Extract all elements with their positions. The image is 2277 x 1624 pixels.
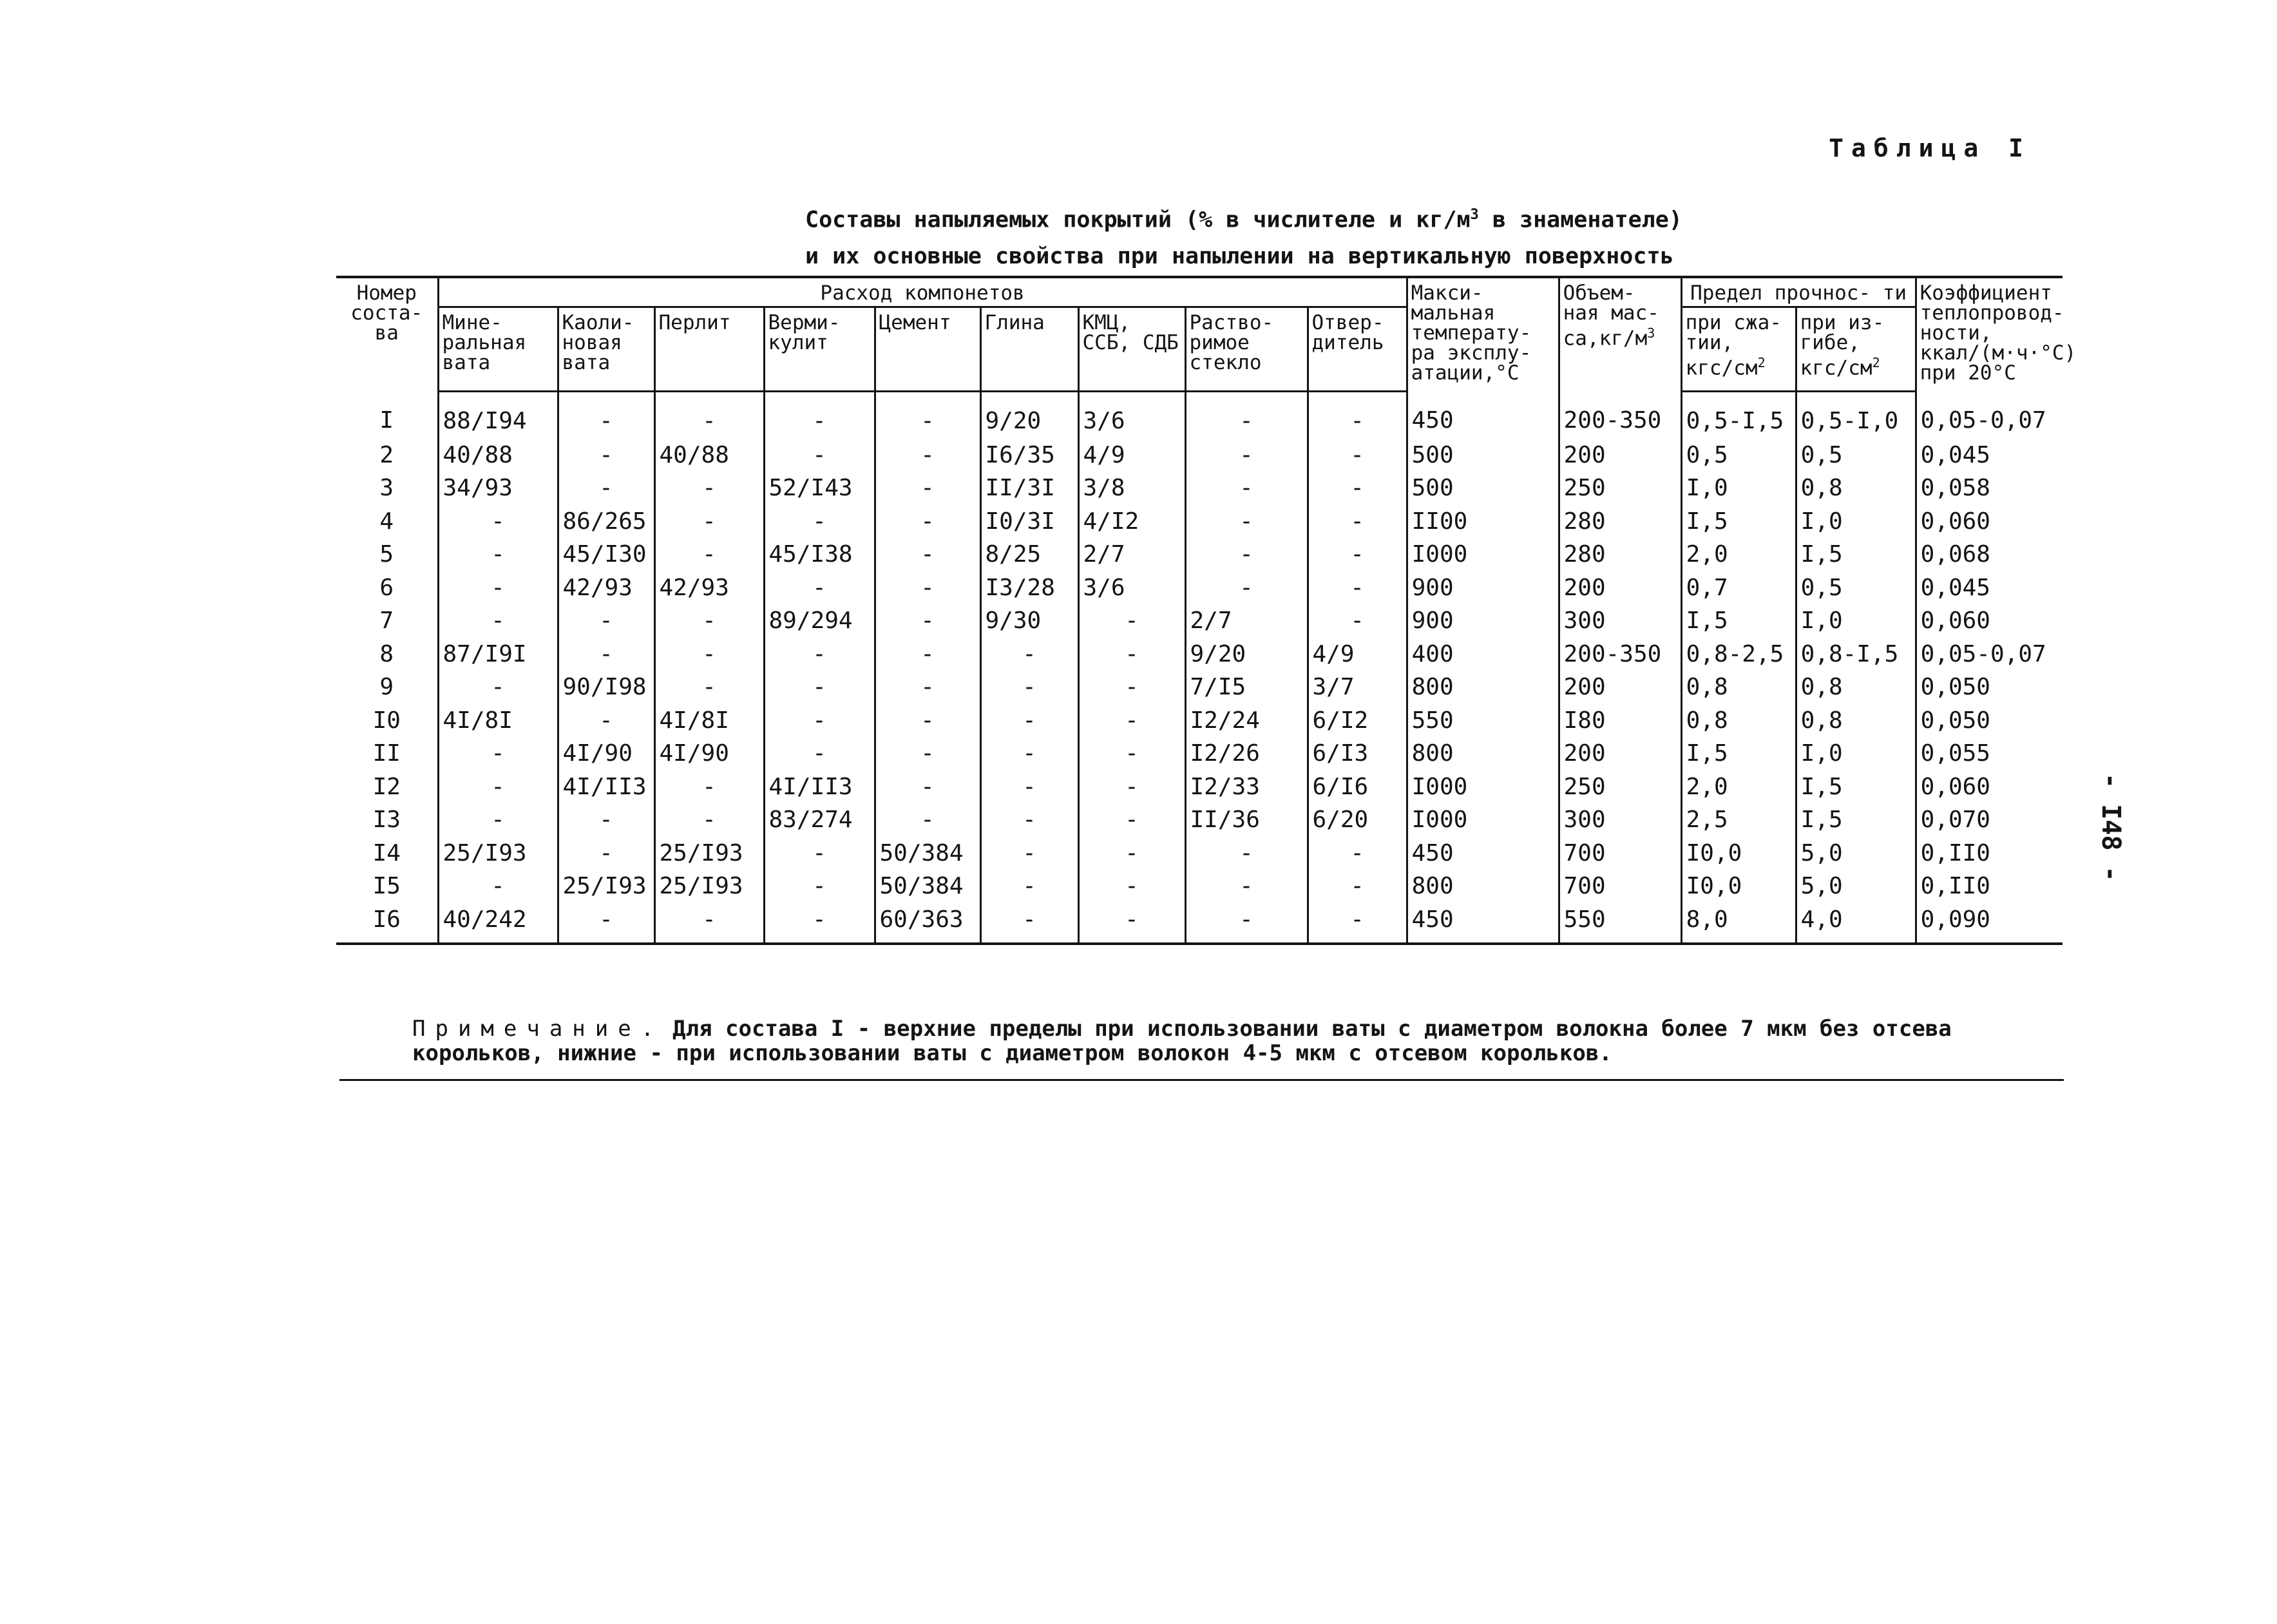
table-cell: - xyxy=(764,903,875,944)
row-number-cell: 2 xyxy=(379,441,394,468)
table-cell: - xyxy=(438,505,558,539)
table-cell: 4I/8I xyxy=(654,704,764,738)
table-cell: - xyxy=(438,671,558,704)
table-row xyxy=(336,837,2063,870)
table-cell: - xyxy=(980,770,1078,804)
row-number-cell: I6 xyxy=(336,903,438,944)
table-cell: 42/93 xyxy=(654,571,764,605)
table-row xyxy=(336,803,2063,837)
table-cell: - xyxy=(1078,903,1185,944)
table-cell: - xyxy=(875,472,980,505)
header-binder: КМЦ, ССБ, СДБ xyxy=(1078,307,1185,391)
table-cell: 25/I93 xyxy=(438,837,558,870)
table-cell: 0,090 xyxy=(1916,903,2063,944)
table-cell: - xyxy=(558,903,654,944)
table-cell: - xyxy=(980,903,1078,944)
table-cell: 800 xyxy=(1407,737,1559,770)
table-cell: 9/30 xyxy=(980,604,1078,638)
table-cell: - xyxy=(764,439,875,472)
header-water-glass: Раство- римое стекло xyxy=(1185,307,1308,391)
table-cell: - xyxy=(1185,903,1308,944)
table-cell: I000 xyxy=(1407,770,1559,804)
table-cell: 0,055 xyxy=(1916,737,2063,770)
table-label: Таблица I xyxy=(1829,134,2031,162)
table-cell: - xyxy=(764,505,875,539)
table-cell: 9/20 xyxy=(1185,638,1308,671)
table-cell: I2/24 xyxy=(1185,704,1308,738)
table-row xyxy=(336,903,2063,944)
table-cell: - xyxy=(875,439,980,472)
table-cell: - xyxy=(875,704,980,738)
table-cell: 87/I9I xyxy=(438,638,558,671)
table-cell: - xyxy=(1078,737,1185,770)
table-cell: - xyxy=(1185,538,1308,571)
row-number-cell: I5 xyxy=(372,873,401,900)
table-cell: 0,8 xyxy=(1681,704,1796,738)
header-max-temperature: Макси- мальная температу- ра эксплу- атации,°С xyxy=(1407,277,1559,391)
table-cell: - xyxy=(558,638,654,671)
table-cell: 45/I30 xyxy=(558,538,654,571)
table-cell: - xyxy=(875,638,980,671)
table-cell: 0,8 xyxy=(1681,671,1796,704)
table-cell: I,0 xyxy=(1796,604,1916,638)
table-cell: 500 xyxy=(1407,472,1559,505)
table-cell: - xyxy=(875,671,980,704)
header-hardener: Отвер- дитель xyxy=(1308,307,1407,391)
table-cell: 2,0 xyxy=(1681,770,1796,804)
table-cell: 88/I94 xyxy=(438,391,558,439)
table-cell: - xyxy=(558,837,654,870)
table-cell: - xyxy=(1185,505,1308,539)
table-cell: - xyxy=(1308,391,1407,439)
header-vermiculite: Верми- кулит xyxy=(764,307,875,391)
table-cell: - xyxy=(558,472,654,505)
table-cell: - xyxy=(764,837,875,870)
table-cell: 300 xyxy=(1559,803,1681,837)
table-cell: 0,068 xyxy=(1916,538,2063,571)
table-cell: 34/93 xyxy=(438,472,558,505)
table-cell: 4I/II3 xyxy=(558,770,654,804)
table-cell: II/36 xyxy=(1185,803,1308,837)
table-cell: 200 xyxy=(1559,439,1681,472)
table-cell: 9/20 xyxy=(980,391,1078,439)
table-cell: 0,II0 xyxy=(1916,837,2063,870)
table-cell: - xyxy=(764,870,875,903)
table-cell: I,5 xyxy=(1681,737,1796,770)
table-cell: 500 xyxy=(1407,439,1559,472)
table-cell: 700 xyxy=(1559,837,1681,870)
table-cell: - xyxy=(654,538,764,571)
table-row xyxy=(336,604,2063,638)
table-cell: 0,8 xyxy=(1796,704,1916,738)
table-cell: - xyxy=(438,770,558,804)
table-cell: - xyxy=(875,604,980,638)
table-cell: 6/I6 xyxy=(1308,770,1407,804)
table-row xyxy=(336,770,2063,804)
table-cell: 450 xyxy=(1407,391,1559,439)
table-cell: 3/6 xyxy=(1078,391,1185,439)
table-cell: 900 xyxy=(1407,571,1559,605)
table-cell: - xyxy=(1185,439,1308,472)
table-cell: 0,7 xyxy=(1681,571,1796,605)
table-cell: I0,0 xyxy=(1681,870,1796,903)
compositions-table xyxy=(336,276,2077,945)
table-cell: 4I/90 xyxy=(654,737,764,770)
table-cell: 800 xyxy=(1407,870,1559,903)
table-cell: 83/274 xyxy=(764,803,875,837)
table-cell: 52/I43 xyxy=(764,472,875,505)
table-cell: 550 xyxy=(1559,903,1681,944)
table-cell: - xyxy=(980,737,1078,770)
table-caption xyxy=(805,197,1682,274)
table-cell: 0,5-I,5 xyxy=(1681,391,1796,439)
table-row xyxy=(336,704,2063,738)
table-cell: - xyxy=(875,505,980,539)
row-number-cell: 5 xyxy=(379,541,394,568)
row-number-cell: 8 xyxy=(379,640,394,667)
table-cell: 4/I2 xyxy=(1078,505,1185,539)
table-cell: 0,058 xyxy=(1916,472,2063,505)
row-number-cell: 7 xyxy=(379,607,394,635)
table-cell: - xyxy=(438,737,558,770)
table-cell: - xyxy=(558,439,654,472)
table-cell: 45/I38 xyxy=(764,538,875,571)
table-cell: 40/88 xyxy=(438,439,558,472)
table-cell: - xyxy=(980,671,1078,704)
table-cell: - xyxy=(438,604,558,638)
row-number-cell: I3 xyxy=(372,807,401,834)
table-row xyxy=(336,870,2063,903)
table-cell: - xyxy=(764,737,875,770)
table-cell: - xyxy=(980,638,1078,671)
header-compression: при сжа- тии, кгс/$см^2$ xyxy=(1681,307,1796,391)
table-body xyxy=(336,391,2063,944)
table-cell: - xyxy=(875,571,980,605)
table-cell: I,5 xyxy=(1681,505,1796,539)
table-cell: 250 xyxy=(1559,472,1681,505)
header-density: Объем- ная мас- $са,кг/м^3$ xyxy=(1559,277,1681,391)
row-number-cell: II xyxy=(372,740,401,767)
table-cell: - xyxy=(558,391,654,439)
table-cell: 6/I2 xyxy=(1308,704,1407,738)
row-number-cell: I2 xyxy=(372,773,401,800)
table-cell: 40/88 xyxy=(654,439,764,472)
table-cell: 5,0 xyxy=(1796,870,1916,903)
table-cell: - xyxy=(438,571,558,605)
header-kaolin-wool: Каоли- новая вата xyxy=(558,307,654,391)
table-cell: - xyxy=(1308,870,1407,903)
table-cell: 0,070 xyxy=(1916,803,2063,837)
table-cell: - xyxy=(1308,439,1407,472)
table-cell: 200-350 xyxy=(1559,638,1681,671)
caption-line-2: и их основные свойства при напылении на вертикальную поверхность xyxy=(805,243,1674,269)
table-cell: - xyxy=(1308,571,1407,605)
table-cell: 3/7 xyxy=(1308,671,1407,704)
table-cell: 40/242 xyxy=(438,903,558,944)
table-cell: 90/I98 xyxy=(558,671,654,704)
table-cell: 25/I93 xyxy=(654,870,764,903)
note-divider xyxy=(339,1079,2064,1081)
table-cell: - xyxy=(980,704,1078,738)
table-cell: 25/I93 xyxy=(654,837,764,870)
table-cell: 200-350 xyxy=(1559,391,1681,439)
table-cell: 42/93 xyxy=(558,571,654,605)
table-row xyxy=(336,391,2063,439)
table-cell: I2/33 xyxy=(1185,770,1308,804)
table-cell: 450 xyxy=(1407,903,1559,944)
table-cell: - xyxy=(654,604,764,638)
table-row xyxy=(336,671,2063,704)
table-cell: 4I/8I xyxy=(438,704,558,738)
table-row xyxy=(336,571,2063,605)
table-cell: - xyxy=(654,803,764,837)
table-cell: 86/265 xyxy=(558,505,654,539)
table-cell: 0,05-0,07 xyxy=(1916,638,2063,671)
table-cell: 0,060 xyxy=(1916,770,2063,804)
table-cell: 3/8 xyxy=(1078,472,1185,505)
header-bending: при из- гибе, кгс/$см^2$ xyxy=(1796,307,1916,391)
table-cell: 2/7 xyxy=(1078,538,1185,571)
table-cell: 250 xyxy=(1559,770,1681,804)
table-cell: - xyxy=(1078,604,1185,638)
table-cell: - xyxy=(1078,638,1185,671)
table-cell: - xyxy=(875,803,980,837)
table-cell: 7/I5 xyxy=(1185,671,1308,704)
table-cell: - xyxy=(1078,770,1185,804)
table-cell: 0,II0 xyxy=(1916,870,2063,903)
table-cell: - xyxy=(438,538,558,571)
table-cell: 300 xyxy=(1559,604,1681,638)
table-cell: 0,8-2,5 xyxy=(1681,638,1796,671)
table-cell: 200 xyxy=(1559,671,1681,704)
table-cell: - xyxy=(875,737,980,770)
table-cell: - xyxy=(1185,837,1308,870)
table-cell: - xyxy=(654,671,764,704)
table-row xyxy=(336,505,2063,539)
table-cell: - xyxy=(980,837,1078,870)
table-row xyxy=(336,472,2063,505)
table-cell: 550 xyxy=(1407,704,1559,738)
table-cell: I,0 xyxy=(1681,472,1796,505)
row-number-cell: I0 xyxy=(372,707,401,734)
row-number-cell: 6 xyxy=(379,574,394,601)
table-cell: 700 xyxy=(1559,870,1681,903)
table-cell: - xyxy=(1308,538,1407,571)
row-number-cell: I4 xyxy=(372,839,401,866)
table-cell: I0,0 xyxy=(1681,837,1796,870)
table-cell: 5,0 xyxy=(1796,837,1916,870)
table-cell: - xyxy=(764,391,875,439)
header-number: Номер соста- ва xyxy=(336,277,438,391)
table-cell: II/3I xyxy=(980,472,1078,505)
table-row xyxy=(336,737,2063,770)
table-cell: 0,5 xyxy=(1796,571,1916,605)
table-cell: - xyxy=(875,391,980,439)
table-cell: 4/9 xyxy=(1078,439,1185,472)
table-cell: 6/I3 xyxy=(1308,737,1407,770)
table-cell: - xyxy=(654,472,764,505)
table-cell: I3/28 xyxy=(980,571,1078,605)
table-cell: - xyxy=(1185,472,1308,505)
table-cell: 4I/90 xyxy=(558,737,654,770)
row-number-cell: 4 xyxy=(379,508,394,535)
table-cell: - xyxy=(1185,571,1308,605)
header-strength-group: Предел прочнос- ти xyxy=(1681,277,1916,307)
table-cell: 280 xyxy=(1559,538,1681,571)
table-cell: 200 xyxy=(1559,571,1681,605)
row-number-cell: I xyxy=(379,407,394,434)
table-cell: 0,8 xyxy=(1796,472,1916,505)
table-cell: 2,0 xyxy=(1681,538,1796,571)
table-cell: - xyxy=(654,391,764,439)
header-cement: Цемент xyxy=(875,307,980,391)
table-cell: 0,5 xyxy=(1681,439,1796,472)
table-cell: - xyxy=(654,638,764,671)
table-cell: 400 xyxy=(1407,638,1559,671)
table-cell: I2/26 xyxy=(1185,737,1308,770)
table-cell: - xyxy=(764,704,875,738)
table-cell: - xyxy=(1308,472,1407,505)
table-cell: - xyxy=(980,803,1078,837)
table-cell: - xyxy=(1308,604,1407,638)
table-cell: I6/35 xyxy=(980,439,1078,472)
page-number: - I48 - xyxy=(2096,773,2126,882)
table-cell: II00 xyxy=(1407,505,1559,539)
table-cell: 0,5-I,0 xyxy=(1796,391,1916,439)
table-cell: 0,060 xyxy=(1916,604,2063,638)
table-cell: - xyxy=(764,671,875,704)
table-cell: 8/25 xyxy=(980,538,1078,571)
table-cell: - xyxy=(558,704,654,738)
table-cell: 50/384 xyxy=(875,837,980,870)
table-cell: I,5 xyxy=(1796,538,1916,571)
table-cell: - xyxy=(1078,671,1185,704)
table-row xyxy=(336,638,2063,671)
table-cell: - xyxy=(438,870,558,903)
table-cell: 89/294 xyxy=(764,604,875,638)
table-cell: 0,045 xyxy=(1916,571,2063,605)
note-title: Примечание. xyxy=(412,1016,664,1042)
table-cell: I,0 xyxy=(1796,505,1916,539)
table-cell: - xyxy=(438,803,558,837)
table-cell: 8,0 xyxy=(1681,903,1796,944)
table-cell: 0,060 xyxy=(1916,505,2063,539)
table-cell: 0,050 xyxy=(1916,671,2063,704)
table-cell: 25/I93 xyxy=(558,870,654,903)
table-cell: 0,050 xyxy=(1916,704,2063,738)
table-cell: - xyxy=(558,604,654,638)
table-cell: - xyxy=(980,870,1078,903)
table-cell: - xyxy=(1078,837,1185,870)
header-mineral-wool: Мине- ральная вата xyxy=(438,307,558,391)
table-cell: 4/9 xyxy=(1308,638,1407,671)
table-cell: - xyxy=(1308,903,1407,944)
table-cell: 200 xyxy=(1559,737,1681,770)
row-number-cell: 3 xyxy=(379,475,394,502)
table-cell: - xyxy=(1308,505,1407,539)
table-cell: - xyxy=(875,538,980,571)
table-cell: - xyxy=(1078,803,1185,837)
table-cell: - xyxy=(1185,391,1308,439)
table-note xyxy=(412,1017,2016,1065)
table-cell: - xyxy=(1308,837,1407,870)
table-cell: 0,05-0,07 xyxy=(1916,391,2063,439)
table-cell: 900 xyxy=(1407,604,1559,638)
table-cell: 50/384 xyxy=(875,870,980,903)
table-cell: I,5 xyxy=(1796,770,1916,804)
table-cell: 800 xyxy=(1407,671,1559,704)
table-cell: - xyxy=(654,505,764,539)
table-cell: - xyxy=(1078,870,1185,903)
table-cell: I,5 xyxy=(1681,604,1796,638)
table-cell: 0,8 xyxy=(1796,671,1916,704)
note-text: Для состава I - верхние пределы при использовании ваты с диаметром волокна более 7 мкм без отсева корольков, нижние - при использовании ваты с диаметром волокон 4-5 мкм с отсевом корольков. xyxy=(412,1016,1952,1066)
table-cell: 280 xyxy=(1559,505,1681,539)
table-cell: - xyxy=(764,571,875,605)
table-cell: I000 xyxy=(1407,803,1559,837)
table-cell: - xyxy=(1185,870,1308,903)
header-clay: Глина xyxy=(980,307,1078,391)
table-cell: I80 xyxy=(1559,704,1681,738)
table-cell: I,0 xyxy=(1796,737,1916,770)
table-cell: 4,0 xyxy=(1796,903,1916,944)
caption-line-1: Составы напыляемых покрытий (% в числителе и $кг/м^3$ в знаменателе) xyxy=(805,207,1682,233)
header-consumption-group: Расход компонетов xyxy=(438,277,1407,307)
table-cell: 0,8-I,5 xyxy=(1796,638,1916,671)
table-cell: 60/363 xyxy=(875,903,980,944)
table-cell: 2/7 xyxy=(1185,604,1308,638)
table-cell: - xyxy=(654,770,764,804)
table-cell: - xyxy=(875,770,980,804)
table-cell: 4I/II3 xyxy=(764,770,875,804)
table-cell: I000 xyxy=(1407,538,1559,571)
table-cell: I0/3I xyxy=(980,505,1078,539)
table-cell: - xyxy=(764,638,875,671)
table-cell: 6/20 xyxy=(1308,803,1407,837)
table-cell: 450 xyxy=(1407,837,1559,870)
table-cell: - xyxy=(1078,704,1185,738)
table-cell: 3/6 xyxy=(1078,571,1185,605)
table-cell: 0,5 xyxy=(1796,439,1916,472)
table-cell: 0,045 xyxy=(1916,439,2063,472)
header-conductivity: Коэффициент теплопровод- ности, ккал/(м·ч·°С) при 20°С xyxy=(1916,277,2063,391)
table-cell: - xyxy=(558,803,654,837)
row-number-cell: 9 xyxy=(379,674,394,701)
header-perlite: Перлит xyxy=(654,307,764,391)
table-row xyxy=(336,538,2063,571)
table-row xyxy=(336,439,2063,472)
table-cell: 2,5 xyxy=(1681,803,1796,837)
table-cell: I,5 xyxy=(1796,803,1916,837)
table-cell: - xyxy=(654,903,764,944)
